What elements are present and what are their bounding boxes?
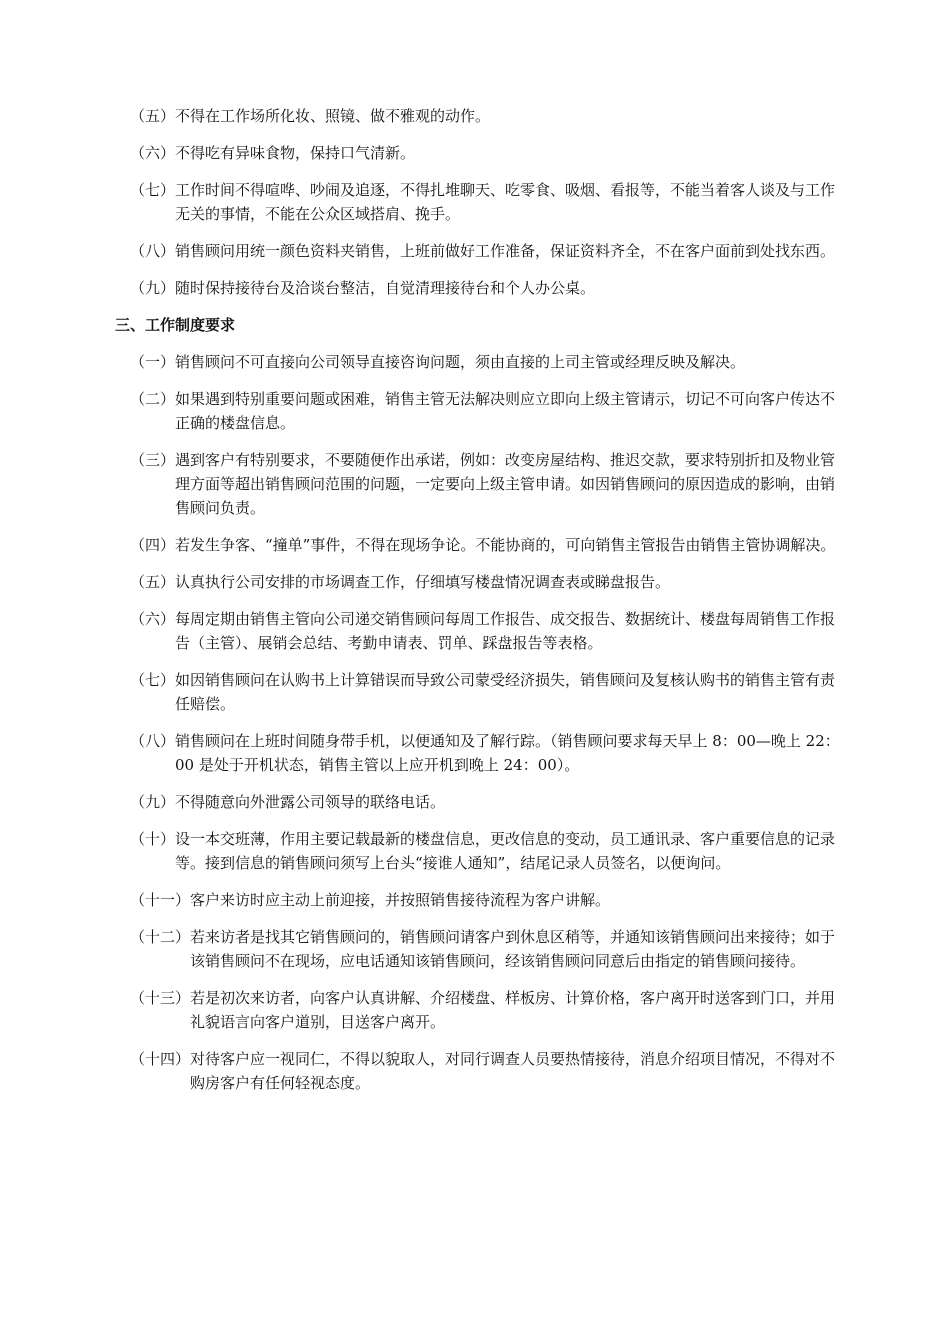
list-item [130, 1047, 840, 1095]
item-number: （一） [130, 353, 176, 371]
section-heading: 三、工作制度要求 [115, 316, 236, 334]
list-item [130, 533, 840, 557]
item-number: （五） [130, 573, 176, 591]
item-number: （十三） [130, 989, 191, 1007]
item-text: 销售顾问在上班时间随身带手机，以便通知及了解行踪。（销售顾问要求每天早上 8：00—晚上 22：00 是处于开机状态，销售主管以上应开机到晚上 24：00）。 [175, 732, 840, 774]
item-text: 如果遇到特别重要问题或困难，销售主管无法解决则应立即向上级主管请示，切记不可向客户传达不正确的楼盘信息。 [175, 390, 836, 432]
list-item [130, 827, 840, 875]
item-text: 工作时间不得喧哗、吵闹及追逐，不得扎堆聊天、吃零食、吸烟、看报等，不能当着客人谈及与工作无关的事情，不能在公众区域搭肩、挽手。 [175, 181, 836, 223]
item-text: 每周定期由销售主管向公司递交销售顾问每周工作报告、成交报告、数据统计、楼盘每周销售工作报告（主管）、展销会总结、考勤申请表、罚单、踩盘报告等表格。 [175, 610, 836, 652]
item-number: （四） [130, 536, 176, 554]
item-number: （六） [130, 144, 176, 162]
item-number: （九） [130, 279, 176, 297]
item-number: （十二） [130, 928, 191, 946]
item-number: （八） [130, 242, 176, 260]
item-text: 销售顾问用统一颜色资料夹销售，上班前做好工作准备，保证资料齐全，不在客户面前到处找东西。 [175, 242, 836, 260]
list-item [130, 178, 840, 226]
document-body [115, 104, 840, 1108]
list-item [130, 888, 840, 912]
item-number: （三） [130, 451, 176, 469]
item-number: （十四） [130, 1050, 191, 1068]
item-text: 认真执行公司安排的市场调查工作，仔细填写楼盘情况调查表或睇盘报告。 [175, 573, 671, 591]
item-text: 遇到客户有特别要求，不要随便作出承诺，例如：改变房屋结构、推迟交款，要求特别折扣及物业管理方面等超出销售顾问范围的问题，一定要向上级主管申请。如因销售顾问的原因造成的影响，由销售顾问负责。 [175, 451, 836, 517]
list-item [130, 925, 840, 973]
item-number: （七） [130, 671, 176, 689]
item-number: （二） [130, 390, 176, 408]
list-item [130, 350, 840, 374]
item-text: 不得吃有异味食物，保持口气清新。 [175, 144, 416, 162]
item-number: （九） [130, 793, 176, 811]
item-text: 若发生争客、“撞单”事件，不得在现场争论。不能协商的，可向销售主管报告由销售主管协调解决。 [175, 536, 836, 554]
list-item [130, 729, 840, 777]
list-item [130, 607, 840, 655]
list-item [130, 986, 840, 1034]
item-text: 对待客户应一视同仁，不得以貌取人，对同行调查人员要热情接待，消息介绍项目情况，不得对不购房客户有任何轻视态度。 [190, 1050, 836, 1092]
item-text: 若来访者是找其它销售顾问的，销售顾问请客户到休息区稍等，并通知该销售顾问出来接待；如于该销售顾问不在现场，应电话通知该销售顾问，经该销售顾问同意后由指定的销售顾问接待。 [190, 928, 836, 970]
list-item [130, 239, 840, 263]
item-text: 销售顾问不可直接向公司领导直接咨询问题，须由直接的上司主管或经理反映及解决。 [175, 353, 746, 371]
item-text: 不得在工作场所化妆、照镜、做不雅观的动作。 [175, 107, 491, 125]
list-item [130, 668, 840, 716]
list-item [130, 387, 840, 435]
item-text: 设一本交班薄，作用主要记载最新的楼盘信息，更改信息的变动，员工通讯录、客户重要信息的记录等。接到信息的销售顾问须写上台头“接谁人通知”，结尾记录人员签名，以便询问。 [175, 830, 836, 872]
item-number: （十一） [130, 891, 191, 909]
item-number: （十） [130, 830, 176, 848]
item-text: 客户来访时应主动上前迎接，并按照销售接待流程为客户讲解。 [190, 891, 611, 909]
list-item [130, 570, 840, 594]
list-item [130, 448, 840, 520]
item-number: （六） [130, 610, 176, 628]
item-text: 若是初次来访者，向客户认真讲解、介绍楼盘、样板房、计算价格，客户离开时送客到门口，并用礼貌语言向客户道别，目送客户离开。 [190, 989, 836, 1031]
list-item [130, 141, 840, 165]
item-number: （七） [130, 181, 176, 199]
item-text: 如因销售顾问在认购书上计算错误而导致公司蒙受经济损失，销售顾问及复核认购书的销售主管有责任赔偿。 [175, 671, 836, 713]
item-text: 随时保持接待台及洽谈台整洁，自觉清理接待台和个人办公桌。 [175, 279, 596, 297]
list-item [130, 276, 840, 300]
list-item [130, 790, 840, 814]
item-text: 不得随意向外泄露公司领导的联络电话。 [175, 793, 446, 811]
item-number: （五） [130, 107, 176, 125]
list-item [130, 104, 840, 128]
item-number: （八） [130, 732, 176, 750]
